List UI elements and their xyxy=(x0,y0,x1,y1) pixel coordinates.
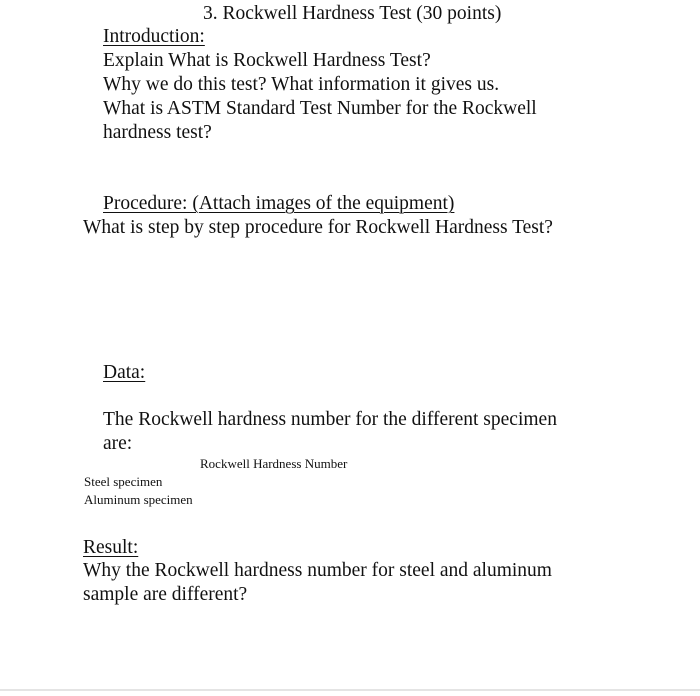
introduction-line: What is ASTM Standard Test Number for the Rockwell xyxy=(103,98,537,119)
page-bottom-divider xyxy=(0,689,700,691)
result-heading: Result: xyxy=(83,537,139,558)
table-row-label: Aluminum specimen xyxy=(84,492,193,507)
procedure-heading: Procedure: (Attach images of the equipment) xyxy=(103,193,455,214)
data-line: The Rockwell hardness number for the different specimen xyxy=(103,409,557,430)
question-title: 3. Rockwell Hardness Test (30 points) xyxy=(203,3,502,24)
table-row-label: Steel specimen xyxy=(84,474,163,489)
introduction-heading: Introduction: xyxy=(103,26,205,47)
introduction-line: Why we do this test? What information it gives us. xyxy=(103,74,500,95)
data-heading: Data: xyxy=(103,362,146,383)
result-line: sample are different? xyxy=(83,584,248,605)
introduction-line: hardness test? xyxy=(103,122,212,143)
table-column-header: Rockwell Hardness Number xyxy=(200,456,348,471)
result-line: Why the Rockwell hardness number for steel and aluminum xyxy=(83,560,552,581)
procedure-line: What is step by step procedure for Rockwell Hardness Test? xyxy=(83,217,553,238)
data-line: are: xyxy=(103,433,133,454)
introduction-line: Explain What is Rockwell Hardness Test? xyxy=(103,50,431,71)
